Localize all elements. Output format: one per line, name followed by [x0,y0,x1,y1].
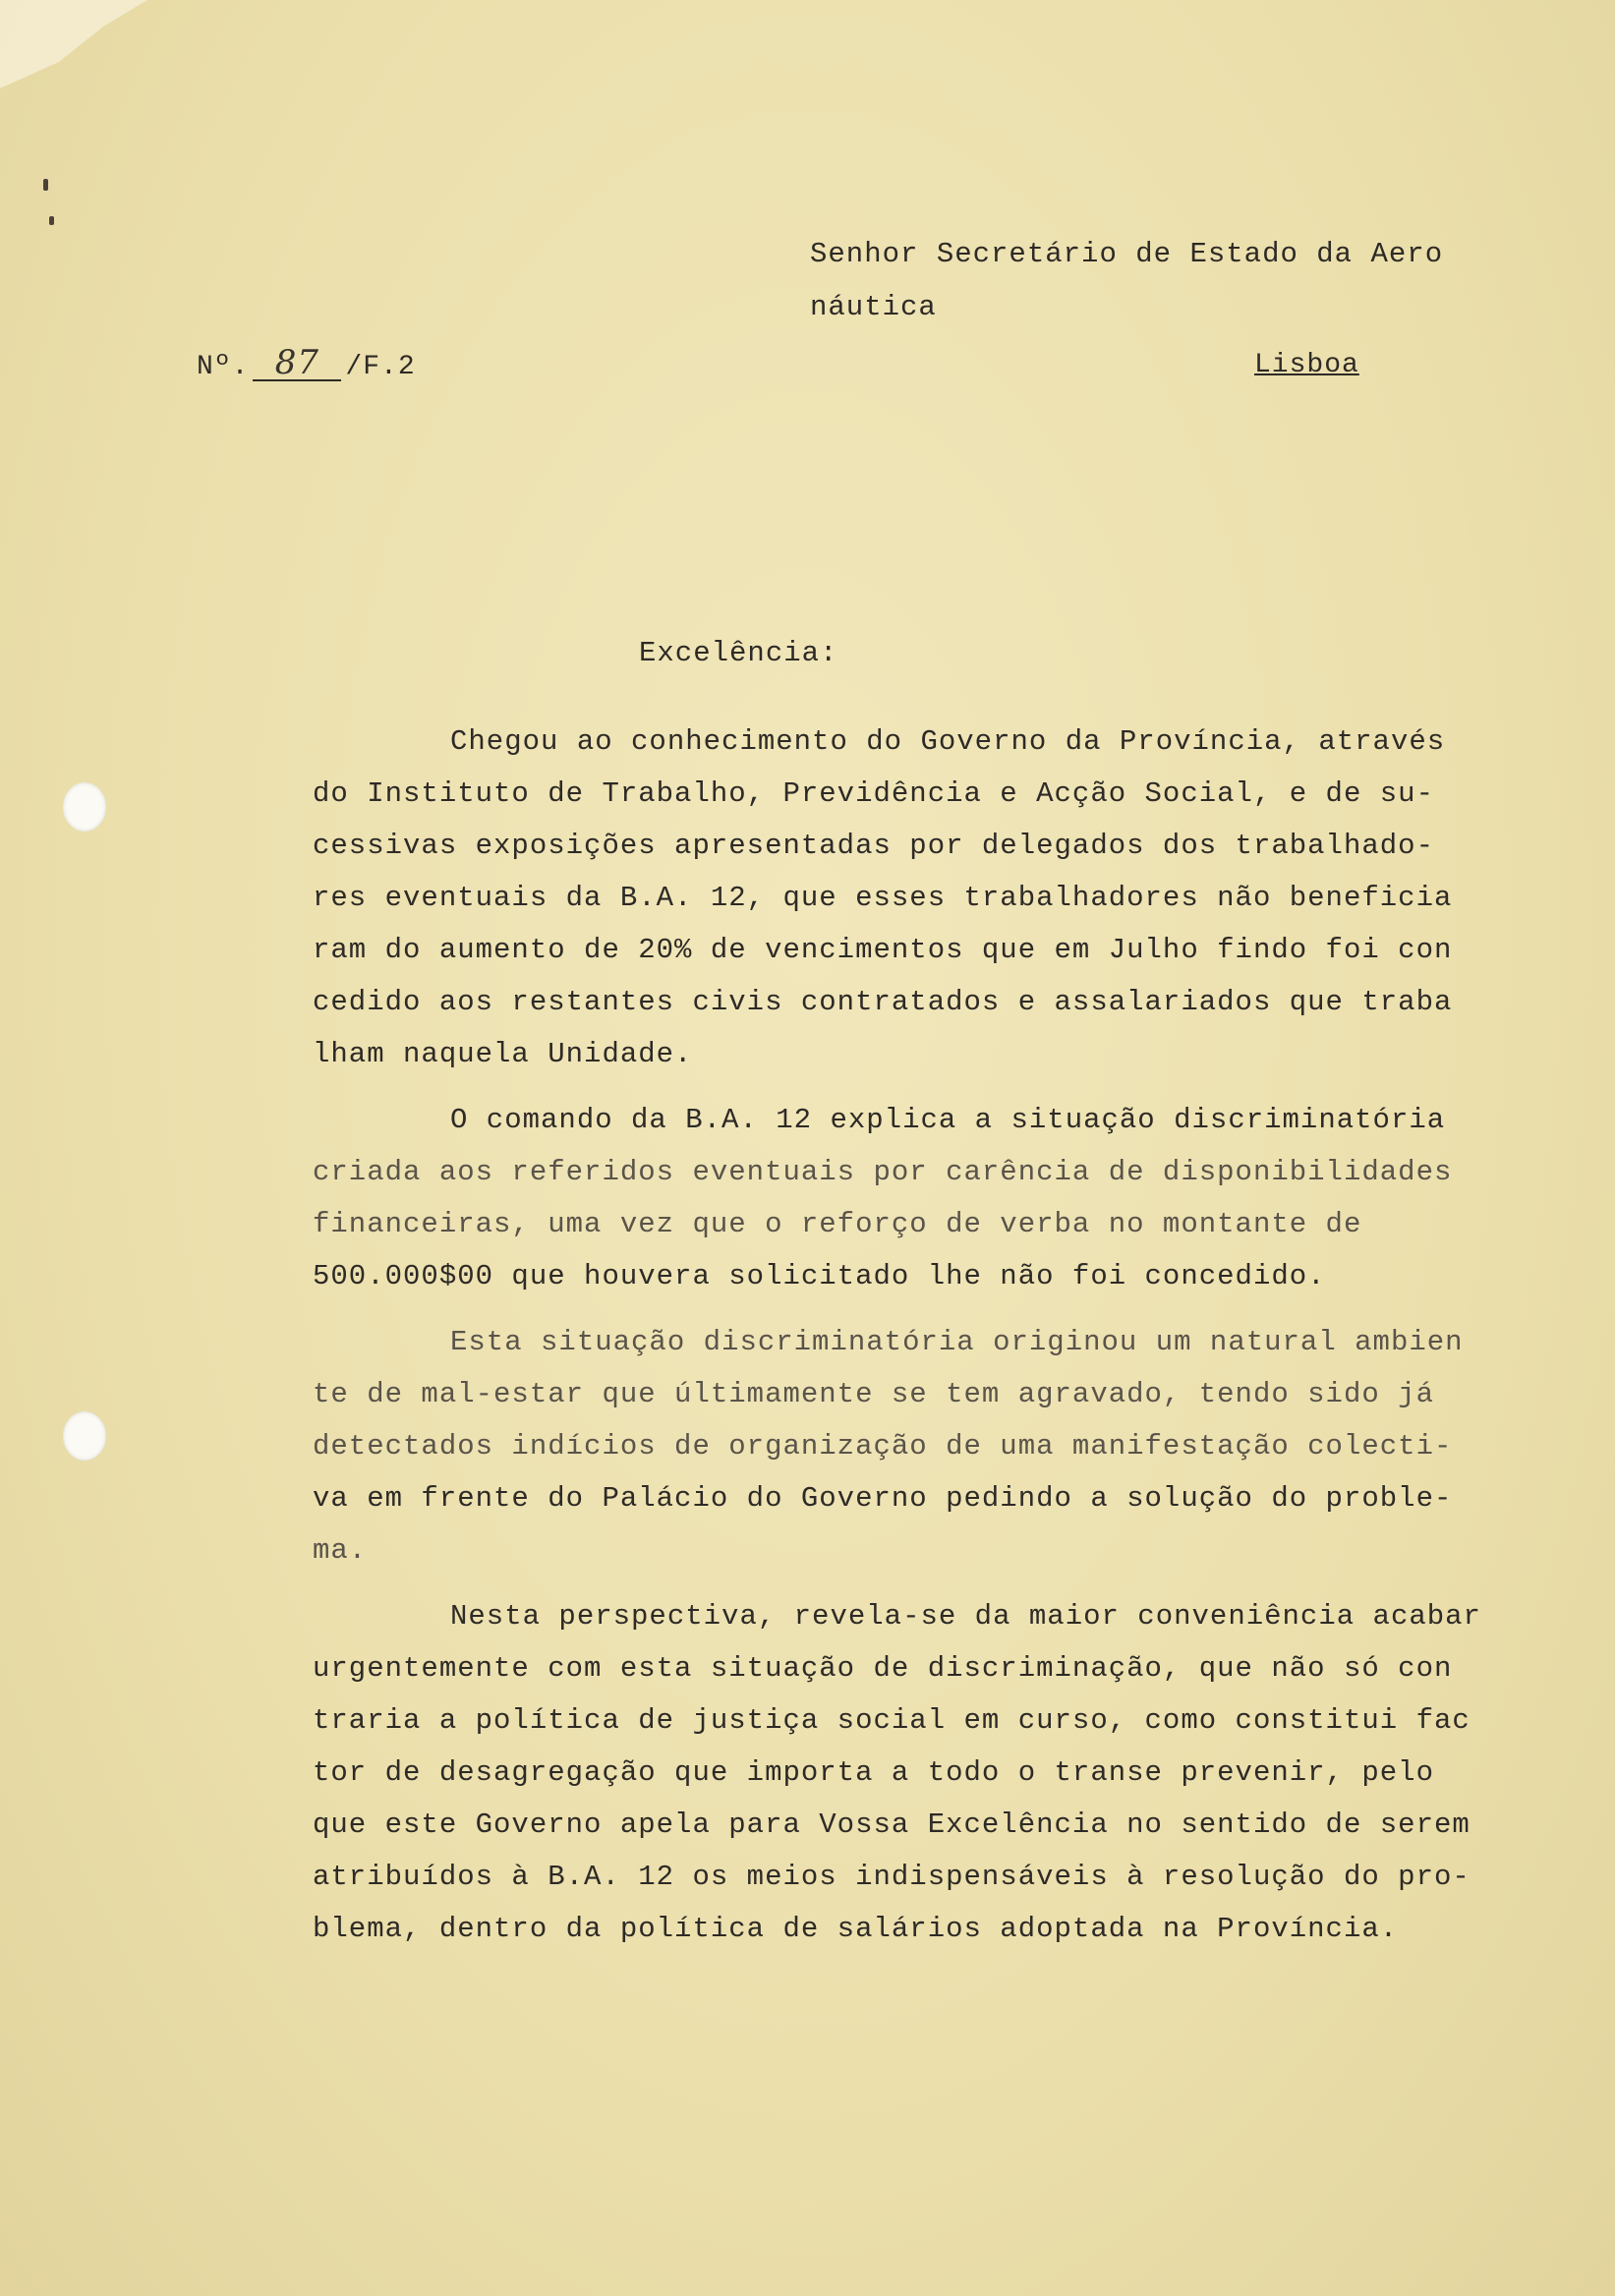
text-line: que este Governo apela para Vossa Excelência no sentido de serem [313,1808,1471,1841]
reference-number [197,343,416,382]
text-line: te de mal-estar que últimamente se tem agravado, tendo sido já [313,1378,1434,1410]
ink-mark [49,216,54,225]
text-line: cedido aos restantes civis contratados e assalariados que traba [313,986,1453,1018]
text-line: lham naquela Unidade. [313,1038,693,1070]
torn-corner [0,0,147,88]
text-line: va em frente do Palácio do Governo pedindo a solução do proble- [313,1482,1453,1515]
paragraph-1 [313,716,1561,1080]
ink-mark [43,179,48,191]
salutation: Excelência: [639,637,838,669]
text-line: ram do aumento de 20% de vencimentos que em Julho findo foi con [313,934,1453,966]
text-line: res eventuais da B.A. 12, que esses trabalhadores não beneficia [313,882,1453,914]
text-line: Chegou ao conhecimento do Governo da Província, através [450,725,1446,758]
punch-hole-lower [63,1411,106,1461]
addressee-line-2: náutica [810,291,937,323]
text-line: cessivas exposições apresentadas por delegados dos trabalhado- [313,830,1434,862]
text-line: urgentemente com esta situação de discriminação, que não só con [313,1652,1453,1685]
text-line: financeiras, uma vez que o reforço de verba no montante de [313,1208,1362,1240]
paragraph-3 [313,1316,1561,1577]
text-line: criada aos referidos eventuais por carência de disponibilidades [313,1156,1453,1188]
paragraph-4 [313,1590,1561,1955]
text-line: do Instituto de Trabalho, Previdência e Acção Social, e de su- [313,777,1434,810]
ref-handwritten-number: 87 [253,346,341,381]
text-line: atribuídos à B.A. 12 os meios indispensáveis à resolução do pro- [313,1861,1471,1893]
text-line: tor de desagregação que importa a todo o transe prevenir, pelo [313,1756,1434,1789]
text-line: 500.000$00 que houvera solicitado lhe não foi concedido. [313,1260,1326,1292]
text-line: traria a política de justiça social em curso, como constitui fac [313,1704,1471,1737]
paragraph-2 [313,1094,1561,1302]
text-line: Nesta perspectiva, revela-se da maior conveniência acabar [450,1600,1481,1633]
destination-city: Lisboa [1254,350,1359,380]
ref-prefix: Nº. [197,352,250,382]
text-line: ma. [313,1534,368,1567]
addressee-block [810,228,1443,334]
addressee-line-1: Senhor Secretário de Estado da Aero [810,238,1444,270]
letter-body [313,716,1561,1969]
ref-suffix: /F.2 [345,352,416,382]
text-line: Esta situação discriminatória originou um natural ambien [450,1326,1464,1358]
punch-hole-upper [63,782,106,832]
text-line: blema, dentro da política de salários adoptada na Província. [313,1913,1399,1945]
text-line: O comando da B.A. 12 explica a situação discriminatória [450,1104,1446,1136]
text-line: detectados indícios de organização de uma manifestação colecti- [313,1430,1453,1463]
